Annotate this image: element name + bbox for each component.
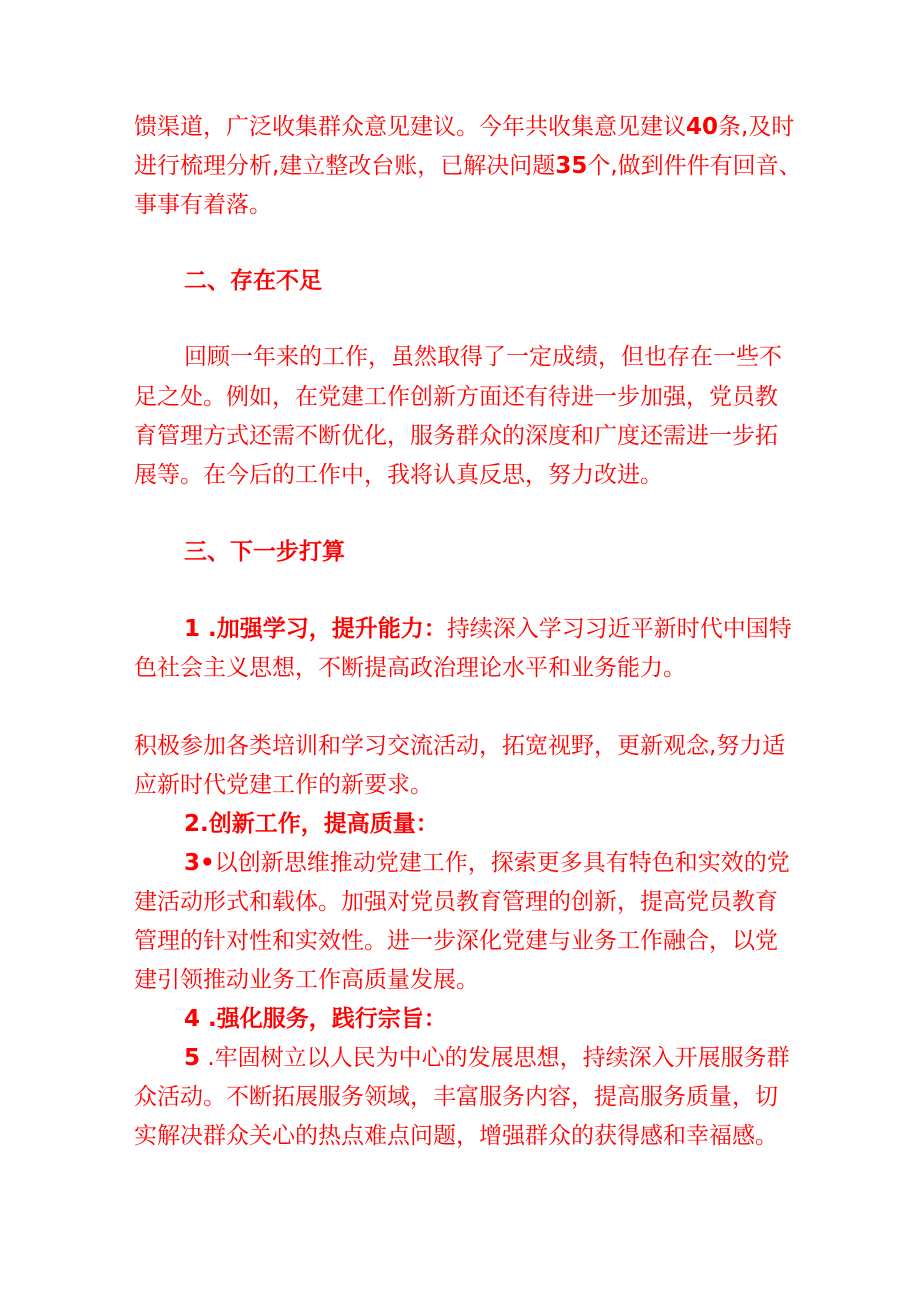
- plan-item-2-title: 2.创新工作，提高质量：: [184, 811, 439, 837]
- plan-item-5-line: 众活动。不断拓展服务领域，丰富服务内容，提高服务质量，切: [134, 1084, 778, 1110]
- plan-item-1: [184, 614, 792, 644]
- plan-item-3-number: 3•: [184, 850, 215, 876]
- plan-item-5-number: 5: [184, 1045, 201, 1071]
- plan-item-1-text: 持续深入学习习近平新时代中国特: [446, 616, 792, 642]
- training-line-2: 应新时代党建工作的新要求。: [134, 772, 433, 798]
- shortcomings-line: 足之处。例如，在党建工作创新方面还有待进一步加强，党员教: [134, 384, 778, 410]
- plan-item-3-line: 建引领推动业务工作高质量发展。: [134, 967, 479, 993]
- intro-line-1: [134, 112, 794, 142]
- section-heading-shortcomings: 二、存在不足: [184, 268, 322, 294]
- plan-item-3-text: 以创新思维推动党建工作，探索更多具有特色和实效的党: [214, 850, 790, 876]
- plan-item-3-line: 建活动形式和载体。加强对党员教育管理的创新，提高党员教育: [134, 889, 778, 915]
- intro-text: 馈渠道，广泛收集群众意见建议。今年共收集意见建议: [134, 114, 686, 140]
- suggestion-count: 40: [686, 114, 719, 140]
- intro-line-2: [134, 151, 802, 181]
- plan-item-1-line-2: 色社会主义思想，不断提高政治理论水平和业务能力。: [134, 655, 686, 681]
- plan-item-3-line: 管理的针对性和实效性。进一步深化党建与业务工作融合，以党: [134, 928, 778, 954]
- shortcomings-line: 回顾一年来的工作，虽然取得了一定成绩，但也存在一些不: [184, 344, 782, 370]
- solved-count: 35: [555, 153, 588, 179]
- training-line-1: 积极参加各类培训和学习交流活动，拓宽视野，更新观念,努力适: [134, 733, 786, 759]
- intro-text: 个,做到件件有回音、: [587, 153, 802, 179]
- plan-item-5-line: 实解决群众关心的热点难点问题，增强群众的获得感和幸福感。: [134, 1123, 778, 1149]
- plan-item-4-title: 4 .强化服务，践行宗旨：: [184, 1006, 447, 1032]
- plan-item-1-title: 1 .加强学习，提升能力：: [184, 616, 447, 642]
- intro-text: 进行梳理分析,建立整改台账，已解决问题: [134, 153, 556, 179]
- intro-text: 条,及时: [718, 114, 795, 140]
- shortcomings-line: 展等。在今后的工作中，我将认真反思，努力改进。: [134, 462, 663, 488]
- section-heading-next-steps: 三、下一步打算: [184, 539, 345, 565]
- intro-line-3: 事事有着落。: [134, 192, 272, 218]
- plan-item-3: [184, 848, 790, 878]
- plan-item-5: [184, 1043, 790, 1073]
- shortcomings-line: 育管理方式还需不断优化，服务群众的深度和广度还需进一步拓: [134, 423, 778, 449]
- plan-item-5-text: .牢固树立以人民为中心的发展思想，持续深入开展服务群: [200, 1045, 790, 1071]
